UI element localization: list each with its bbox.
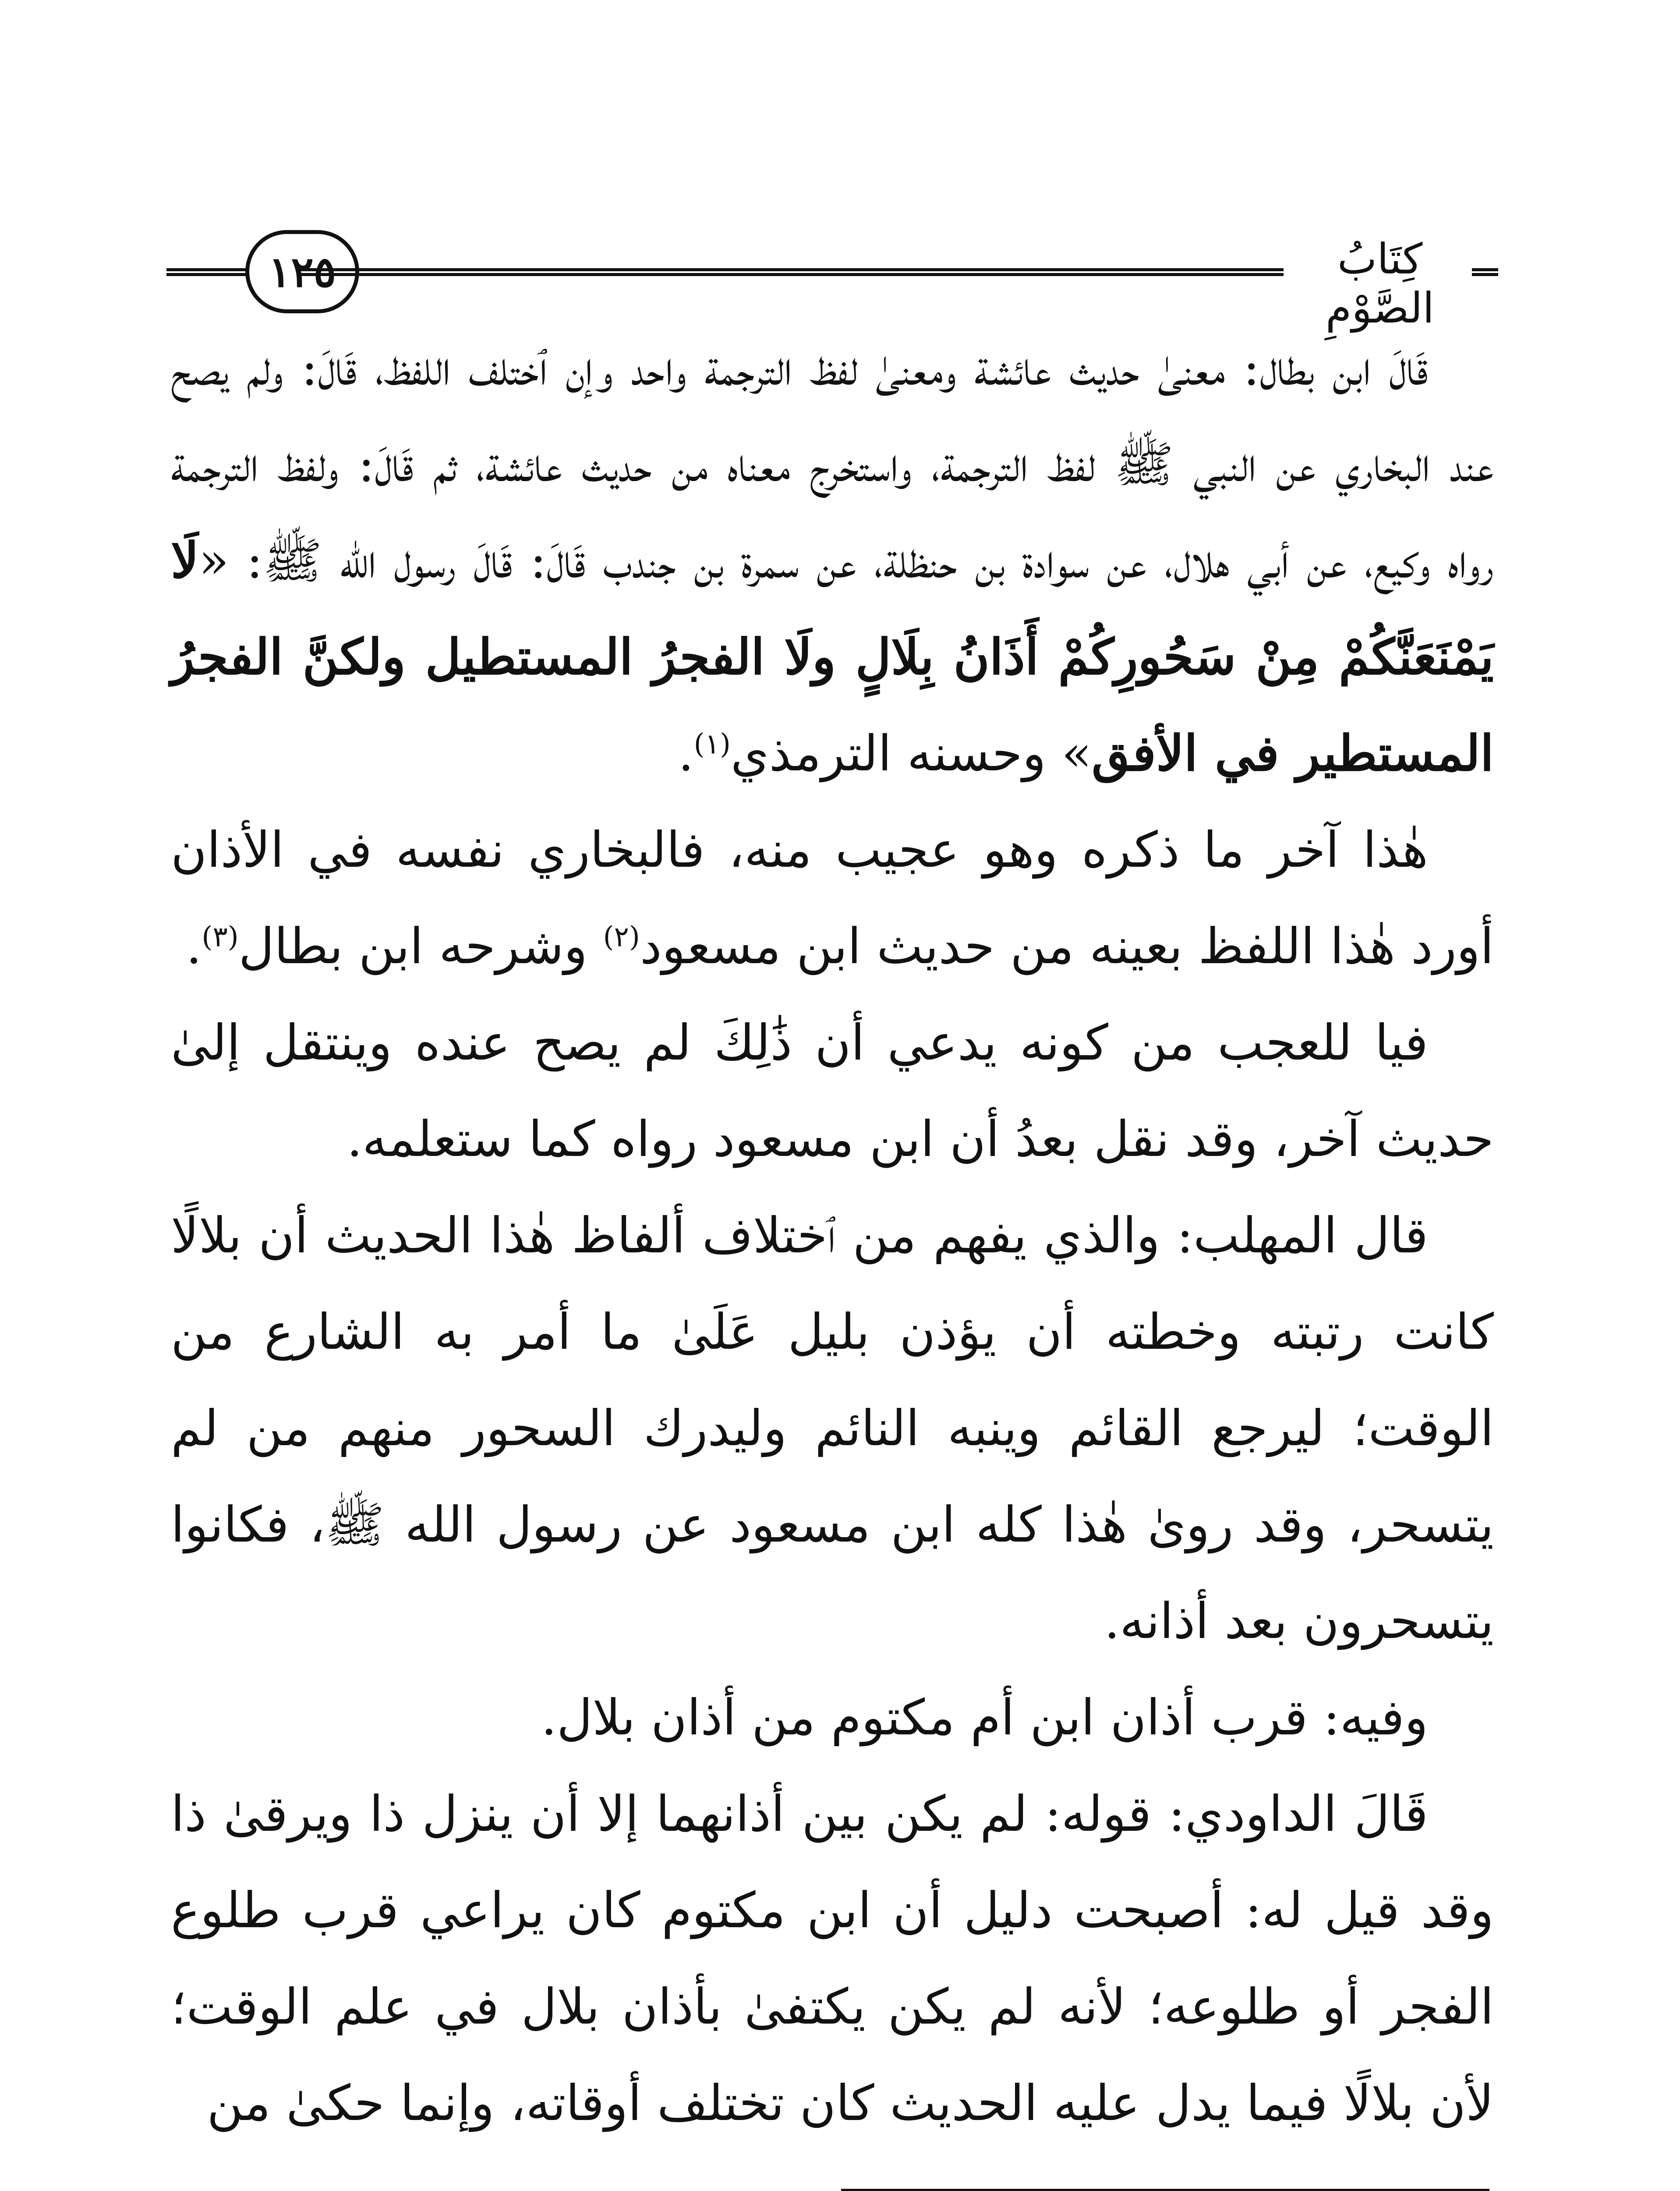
text-segment: قَالَ الداودي: قوله: لم يكن بين أذانهما إلا أن ينزل ذا ويرقىٰ ذا وقد قيل له: أصبحت دليل أن ابن مكتوم كان يراعي قرب طلوع الفجر أو طلوعه؛ لأنه لم يكن يكتفىٰ بأذان بلال في علم الوقت؛ لأن بلالًا فيما يدل عليه الحديث كان تختلف أوقاته، وإنما حكىٰ من (171, 1786, 1494, 2132)
running-title: كِتَابُ الصَّوْمِ (1325, 234, 1435, 333)
text-segment: وفيه: قرب أذان ابن أم مكتوم من أذان بلال. (541, 1689, 1428, 1746)
hadith-text: لَا يَمْنَعَنَّكُمْ مِنْ سَحُورِكُمْ أَذَانُ بِلَالٍ ولَا الفجرُ المستطيل ولكنَّ الفجرُ المستطير في الأفق (171, 532, 1494, 782)
header-rule-outer (166, 268, 250, 276)
text-segment: . (186, 918, 202, 975)
text-segment: قال المهلب: والذي يفهم من ٱختلاف ألفاظ هٰذا الحديث أن بلالًا كانت رتبته وخطته أن يؤذن بليل عَلَىٰ ما أمر به الشارع من الوقت؛ ليرجع القائم وينبه النائم وليدرك السحور منهم من لم يتسحر، وقد روىٰ هٰذا كله ابن مسعود عن رسول الله ﷺ، فكانوا يتسحرون بعد أذانه. (171, 1207, 1494, 1650)
paragraph-4 (171, 1188, 1494, 1670)
page-number-text: ١٢٥ (268, 247, 336, 297)
text-segment: . (678, 725, 694, 782)
text-segment: هٰذا آخر ما ذكره وهو عجيب منه، فالبخاري نفسه في الأذان أورد هٰذا اللفظ بعينه من حديث ابن مسعود (171, 822, 1494, 975)
text-segment: » وحسنه الترمذي (730, 725, 1092, 782)
text-segment: وشرحه ابن بطال (238, 918, 603, 975)
paragraph-1 (171, 320, 1494, 802)
header-rule (298, 268, 1284, 276)
paragraph-2 (171, 802, 1494, 995)
main-text (171, 320, 1494, 2152)
paragraph-6 (171, 1766, 1494, 2152)
paragraph-5 (171, 1670, 1494, 1766)
page-header (166, 228, 1489, 333)
footnote-ref[interactable]: (٢) (603, 921, 640, 954)
footnote-separator (841, 2189, 1489, 2191)
header-rule-end (1472, 268, 1498, 276)
paragraph-3 (171, 995, 1494, 1188)
footnote-ref[interactable]: (١) (693, 728, 731, 761)
footnote-ref[interactable]: (٣) (202, 921, 239, 954)
text-segment: قَالَ ابن بطال: معنىٰ حديث عائشة ومعنىٰ لفظ الترجمة واحد وإن ٱختلف اللفظ، قَالَ: ولم يصح عند البخاري عن النبي ﷺ لفظ الترجمة، واستخرج معناه من حديث عائشة، ثم قَالَ: ولفظ الترجمة رواه وكيع، عن أبي هلال، عن سوادة بن حنظلة، عن سمرة بن جندب قَالَ: قَالَ رسول الله ﷺ: « (171, 340, 1494, 589)
text-segment: فيا للعجب من كونه يدعي أن ذَٰلِكَ لم يصح عنده وينتقل إلىٰ حديث آخر، وقد نقل بعدُ أن ابن مسعود رواه كما ستعلمه. (171, 1014, 1494, 1168)
